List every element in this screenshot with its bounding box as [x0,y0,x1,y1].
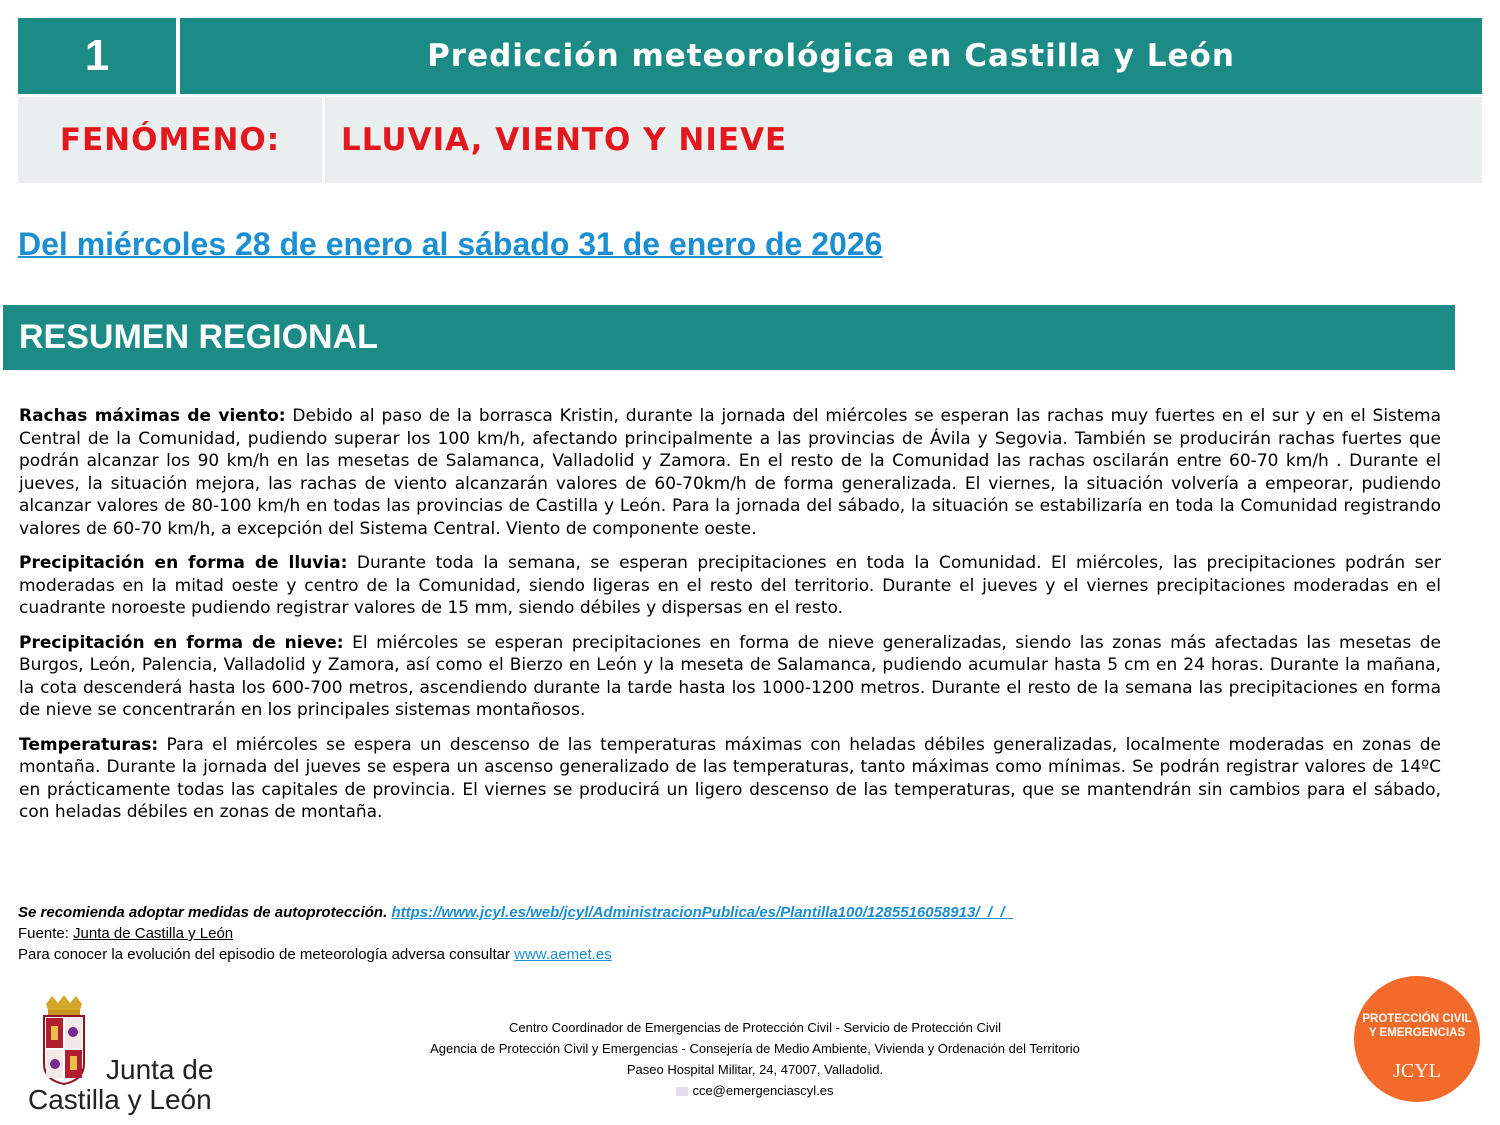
organization-contact [340,1019,1170,1103]
logo-line-2: Castilla y León [28,1084,212,1115]
proteccion-civil-badge [1354,976,1480,1102]
center-line-2: Agencia de Protección Civil y Emergencias - Consejería de Medio Ambiente, Vivienda y Ordenación del Territorio [430,1041,1080,1056]
source-line [18,923,1013,944]
summary-body [19,405,1441,836]
paragraph-heading: Precipitación en forma de lluvia: [19,553,348,573]
recommendation-text: Se recomienda adoptar medidas de autoprotección. [18,904,388,921]
aemet-link[interactable]: www.aemet.es [514,946,612,963]
recommendation-line [18,902,1013,923]
paragraph-text: Debido al paso de la borrasca Kristin, durante la jornada del miércoles se esperan las rachas muy fuertes en el sur y en el Sistema Central de la Comunidad, pudiendo superar los 100 km/h, afectando principalmente a las provincias de Ávila y Segovia. También se producirán rachas fuertes que podrán alcanzar los 90 km/h en las mesetas de Salamanca, Valladolid y Zamora. En el resto de la Comunidad las rachas oscilarán entre 60-70 km/h . Durante el jueves, la situación mejora, las rachas de viento alcanzarán valores de 60-70km/h de forma generalizada. El viernes, la situación volvería a empeorar, pudiendo alcanzar valores de 80-100 km/h en todas las provincias de Castilla y León. Para la jornada del sábado, la situación se estabilizaría en toda la Comunidad registrando valores de 60-70 km/h, a excepción del Sistema Central. Viento de componente oeste. [19,406,1442,539]
snow-paragraph [19,632,1441,722]
phenomenon-value: LLUVIA, VIENTO Y NIEVE [325,97,1482,183]
badge-title [1354,1012,1480,1040]
paragraph-text: El miércoles se esperan precipitaciones en forma de nieve generalizadas, siendo las zonas más afectadas las mesetas de Burgos, León, Palencia, Valladolid y Zamora, así como el Bierzo en León y la meseta de Salamanca, pudiendo acumular hasta 5 cm en 24 horas. Durante la mañana, la cota descenderá hasta los 600-700 metros, ascendiendo durante la tarde hasta los 1000-1200 metros. Durante el resto de la semana las precipitaciones en forma de nieve se concentrarán en los principales sistemas montañosos. [19,632,1441,720]
paragraph-heading: Rachas máximas de viento: [19,406,286,426]
source-label: Fuente: [18,925,74,942]
source-link[interactable]: Junta de Castilla y León [73,925,234,942]
paragraph-text: Para el miércoles se espera un descenso de las temperaturas máximas con heladas débiles generalizadas, localmente moderadas en zonas de montaña. Durante la jornada del jueves se espera un ascenso generalizado de las temperaturas, tanto máximas como mínimas. Se podrán registrar valores de 14ºC en prácticamente todas las capitales de provincia. El viernes se producirá un ligero descenso de las temperaturas, que se mantendrán sin cambios para el sábado, con heladas débiles en zonas de montaña. [19,734,1441,822]
recommendation-link[interactable]: https://www.jcyl.es/web/jcyl/AdministracionPublica/es/Plantilla100/1285516058913/_/_/_ [391,904,1013,921]
consult-line [18,944,1013,965]
consult-text: Para conocer la evolución del episodio de meteorología adversa consultar [18,946,515,963]
phenomenon-bar [18,97,1482,183]
badge-line-2: Y EMERGENCIAS [1368,1027,1466,1039]
center-line-1: Centro Coordinador de Emergencias de Protección Civil - Servicio de Protección Civil [508,1020,1002,1035]
temperature-paragraph [19,734,1441,824]
email-text: cce@emergenciascyl.es [692,1083,834,1098]
email-line [340,1082,1170,1100]
paragraph-heading: Temperaturas: [19,734,159,755]
paragraph-text: Durante toda la semana, se esperan precipitaciones en toda la Comunidad. El miércoles, las precipitaciones podrán ser moderadas en la mitad oeste y centro de la Comunidad, siendo ligeras en el resto del territorio. Durante el jueves y el viernes precipitaciones moderadas en el cuadrante noroeste pudiendo registrar valores de 15 mm, siendo débiles y dispersas en el resto. [19,553,1441,618]
junta-logo-text [28,1055,213,1115]
envelope-icon [676,1087,688,1096]
phenomenon-label: FENÓMENO: [18,97,322,183]
wind-paragraph [19,405,1441,540]
section-title: RESUMEN REGIONAL [3,305,1455,370]
logo-line-1: Junta de [106,1054,214,1085]
footer-notes [18,902,1013,965]
rain-paragraph [19,552,1441,620]
center-line-3: Paseo Hospital Militar, 24, 47007, Valladolid. [626,1062,884,1077]
bulletin-number: 1 [18,18,176,94]
header-bar [18,18,1482,94]
paragraph-heading: Precipitación en forma de nieve: [19,632,344,653]
page-title: Predicción meteorológica en Castilla y León [180,18,1482,94]
badge-line-1: PROTECCIÓN CIVIL [1362,1013,1472,1025]
badge-line-3: JCYL [1393,1060,1441,1082]
date-range-link[interactable]: Del miércoles 28 de enero al sábado 31 de enero de 2026 [18,226,883,262]
